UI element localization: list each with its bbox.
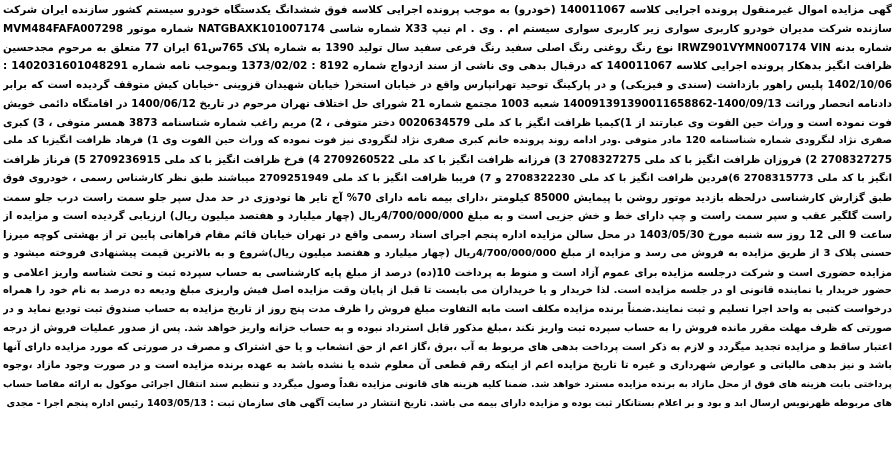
notice-line: صورتی که ظرف مهلت مقرر مانده فروش را به حساب سپرده ثبت واریز نکند ،مبلغ مذکور قابل استرداد نبوده و به حساب خزانه واریز خواهد شد. پس از صدور عملیات فروش از درجه	[3, 322, 892, 334]
notice-line: باشد و نیز بدهی مالیاتی و عوارض شهرداری و غیره تا تاریخ مزایده اعم از اینکه رقم قطعی آن معلوم شده یا نشده باشد به عهده برنده مزایده است و در صورت وجود مازاد ،وجوه	[3, 360, 892, 372]
notice-line: گهی مزایده اموال غیرمنقول پرونده اجرایی کلاسه 140011067 (خودرو) به موجب پرونده اجرایی کلاسه فوق ششدانگ یکدستگاه خودرو سیستم کشور سازنده ایران شرکت	[3, 4, 892, 16]
notice-line: های مربوطه ظهرنویس ارسال ابد و بود و بر اعلام بستانکار ثبت بوده و مزایده دارای بیمه می باشد. تاریخ انتشار در سایت آگهی های سازمان ثبت : 1403/05/13 رئیس اداره پنجم اجرا - مجدی	[6, 397, 892, 409]
notice-line: پرداختی بابت هزینه های فوق از محل مازاد به برنده مزایده مسترد خواهد شد. ضمنا کلیه هزینه های قانونی مزایده نقداً وصول میگردد و تنظیم سند انتقال اجرائی موکول به ارائه مفاصا حساب	[3, 379, 892, 390]
notice-line: 1402/10/06 پلیس راهور بازداشت (سندی و فیزیکی) و در پارکینگ توحید تهرانپارس واقع در خیابان استخر( خیابان شهیدان قزوینی -خیابان کیش متوقف گردیده است که برابر	[3, 79, 892, 91]
notice-line: ظرافت انگیز بدهکار پرونده اجرایی کلاسه 140011067 که درقبال بدهی وی ناشی از سند ازدواج شماره 8192 : 1373/02/02 وبموجب نامه شماره 1402031601048291 :	[3, 60, 892, 73]
notice-line: درخواست کتبی به واحد اجرا تسلیم و ثبت نمایند.ضمناً برنده مزایده مکلف است مابه التفاوت مبلغ فروش را ظرف مدت پنج روز از تاریخ مزایده به حساب صندوق ثبت تودیع نماید و در	[3, 304, 892, 315]
notice-line: حضور خریدار یا نماینده قانونی او در جلسه مزایده است. لذا خریدار و یا خریداران می بایست تا قبل از پایان وقت مزایده اصل فیش واریزی مبلغ ودیعه ده درصد به نام خود را همراه	[3, 285, 892, 297]
notice-line: سازنده شرکت مدیران خودرو کاربری سواری زیر کاربری سواری سیستم ام . وی . ام تیپ X33 شماره شاسی NATGBAXK101007174 شماره موتور MVM484FAFA007298	[3, 22, 892, 35]
notice-line: انگیز با کد ملی 2708315773 6)فردین ظرافت انگیز با کد ملی 2708322230 و 7) فریبا ظرافت انگیز با کد ملی 2709251949 میباشند طبق نظر کارشناس رسمی ، خودروی فوق	[3, 172, 892, 184]
notice-line: شماره بدنه IRWZ901VYMN007174 VIN نوع رنگ روغنی رنگ اصلی سفید رنگ فرعی سفید سال تولید 1390 به شماره پلاک 765س61 ایران 77 متعلق به مرحوم مجدحسین	[3, 41, 892, 54]
notice-line: مزایده حضوری است و شرکت درجلسه مزایده برای عموم آزاد است و منوط به پرداخت 10(ده) درصد از مبلغ پایه کارشناسی به حساب سپرده ثبت و تحت شناسه واریز اعلامی و	[3, 266, 892, 279]
notice-line: فوت نموده است و وراث حین الفوت وی عبارتند از 1)کیمیا ظرافت انگیز با کد ملی 0020634579 دختر متوفی ، 2) مریم راغب شماره شناسنامه 3873 همسر متوفی ، 3) کبری	[3, 116, 892, 129]
notice-line: حسنی پلاک 3 از طریق مزایده به فروش می رسد و مزایده از مبلغ 4/700/000/000ریال (چهار میلیارد و هفتصد میلیون ریال)شروع و به بالاترین قیمت پیشنهادی فروخته میشود و	[3, 247, 892, 259]
notice-line: طبق گزارش کارشناسی درلحظه بازدید موتور روشن با پیمایش 85000 کیلومتر ،دارای بیمه نامه دارای 70% آج تایر ها تودوزی در حد مدل سپر جلو سمت راست درب جلو سمت	[3, 191, 892, 204]
notice-line: دادنامه انحصار وراثت 1400/09/13-140091391390011658862 شعبه 1003 مجتمع شماره 21 شورای حل اختلاف تهران مرحوم در تاریخ 1400/06/12 در اقامتگاه دائمی خویش	[3, 97, 892, 110]
notice-line: ساعت 9 الی 12 روز سه شنبه مورخ 1403/05/30 در محل سالن مزایده اداره پنجم اجرای اسناد رسمی واقع در تهران خیابان قائم مقام فراهانی پایین تر از بهشتی کوچه میرزا	[3, 229, 892, 241]
notice-line: راست گلگیر عقب و سپر سمت راست و چپ دارای خط و خش جزیی است و به مبلغ 4/700/000/000ریال (چهار میلیارد و هفتصد میلیون ریال) ارزیابی گردیده است و مزایده از	[3, 210, 892, 223]
notice-line: صفری نژاد لنگرودی شماره شناسنامه 120 مادر متوفی .ودر ادامه روند پرونده خانم کبری صفری نژاد لنگرودی نیز فوت نموده که وراث حین الفوت وی 1) فرهاد ظرافت انگیزبا کد ملی	[3, 135, 892, 147]
notice-line: اعتبار ساقط و مزایده تجدید میگردد و لازم به ذکر است پرداخت بدهی های مربوط به آب ،برق ،گاز اعم از حق انشعاب و یا حق اشتراک و مصرف در صورتی که مورد مزایده دارای آنها	[3, 341, 892, 353]
notice-line: 2708327275 2) فروزان ظرافت انگیز با کد ملی 2708327275 3) فرزانه ظرافت انگیز با کد ملی 2709260522 4) فرخ ظرافت انگیز با کد ملی 2709236915 5) فرناز ظرافت	[3, 154, 892, 166]
